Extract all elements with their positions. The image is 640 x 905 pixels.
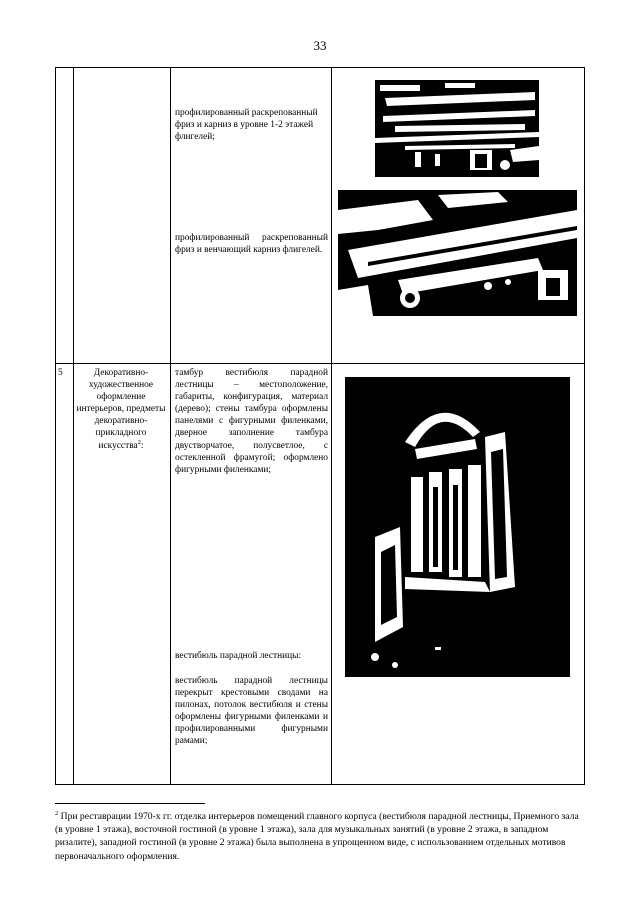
row-2-item-3: вестибюль парадной лестницы перекрыт крестовыми сводами на пилонах, потолок вестибюля и стены оформлены фигурными филенками и профилированными фигурными рамами; (175, 676, 328, 747)
row-1-item-1: профилированный раскрепованный фриз и карниз в уровне 1-2 этажей флигелей; (175, 108, 318, 143)
column-divider-2 (170, 67, 171, 785)
footnote-marker: 2 (55, 810, 59, 817)
row-2-category-text: Декоративно-художественное оформление интерьеров, предметы декоративно-прикладного искусства (76, 368, 166, 451)
row-1-item-2: профилированный раскрепованный фриз и венчающий карниз флигелей. (175, 233, 328, 256)
photo-frieze-cornice-1-2-floor (375, 80, 539, 177)
row-2-number: 5 (58, 368, 63, 378)
photo-frieze-crowning-cornice (338, 190, 577, 316)
column-divider-3 (331, 67, 332, 785)
footnote (55, 810, 585, 863)
row-2-category (75, 367, 167, 452)
row-2-item-2: вестибюль парадной лестницы: (175, 651, 302, 661)
photo-vestibule-tambour (345, 377, 570, 677)
column-divider-1 (73, 67, 74, 785)
footnote-ref: 2 (137, 438, 141, 446)
row-divider (55, 363, 585, 364)
monument-table (55, 67, 585, 785)
row-2-item-1: тамбур вестибюля парадной лестницы – местоположение, габариты, конфигурация, материал (дерево); стены тамбура оформлены панелями с фигурными филенками, дверное заполнение тамбура двустворчатое, полусветлое, с остекленной фрамугой; оформлено фигурными филенками; (175, 368, 328, 475)
row-2-category-suffix: : (140, 440, 144, 451)
footnote-separator (55, 803, 205, 804)
page-number: 33 (313, 38, 327, 53)
footnote-text: При реставрации 1970-х гг. отделка интерьеров помещений главного корпуса (вестибюля парадной лестницы, Приемного зала (в уровне 1 этажа), восточной гостиной (в уровне 1 этажа), зала для музыкальных занятий (в уровне 2 этажа, в западном ризалите), западной гостиной (в уровне 2 этажа) была выполнена в упрощенном виде, с использованием отдельных мотивов первоначального оформления. (55, 811, 579, 862)
